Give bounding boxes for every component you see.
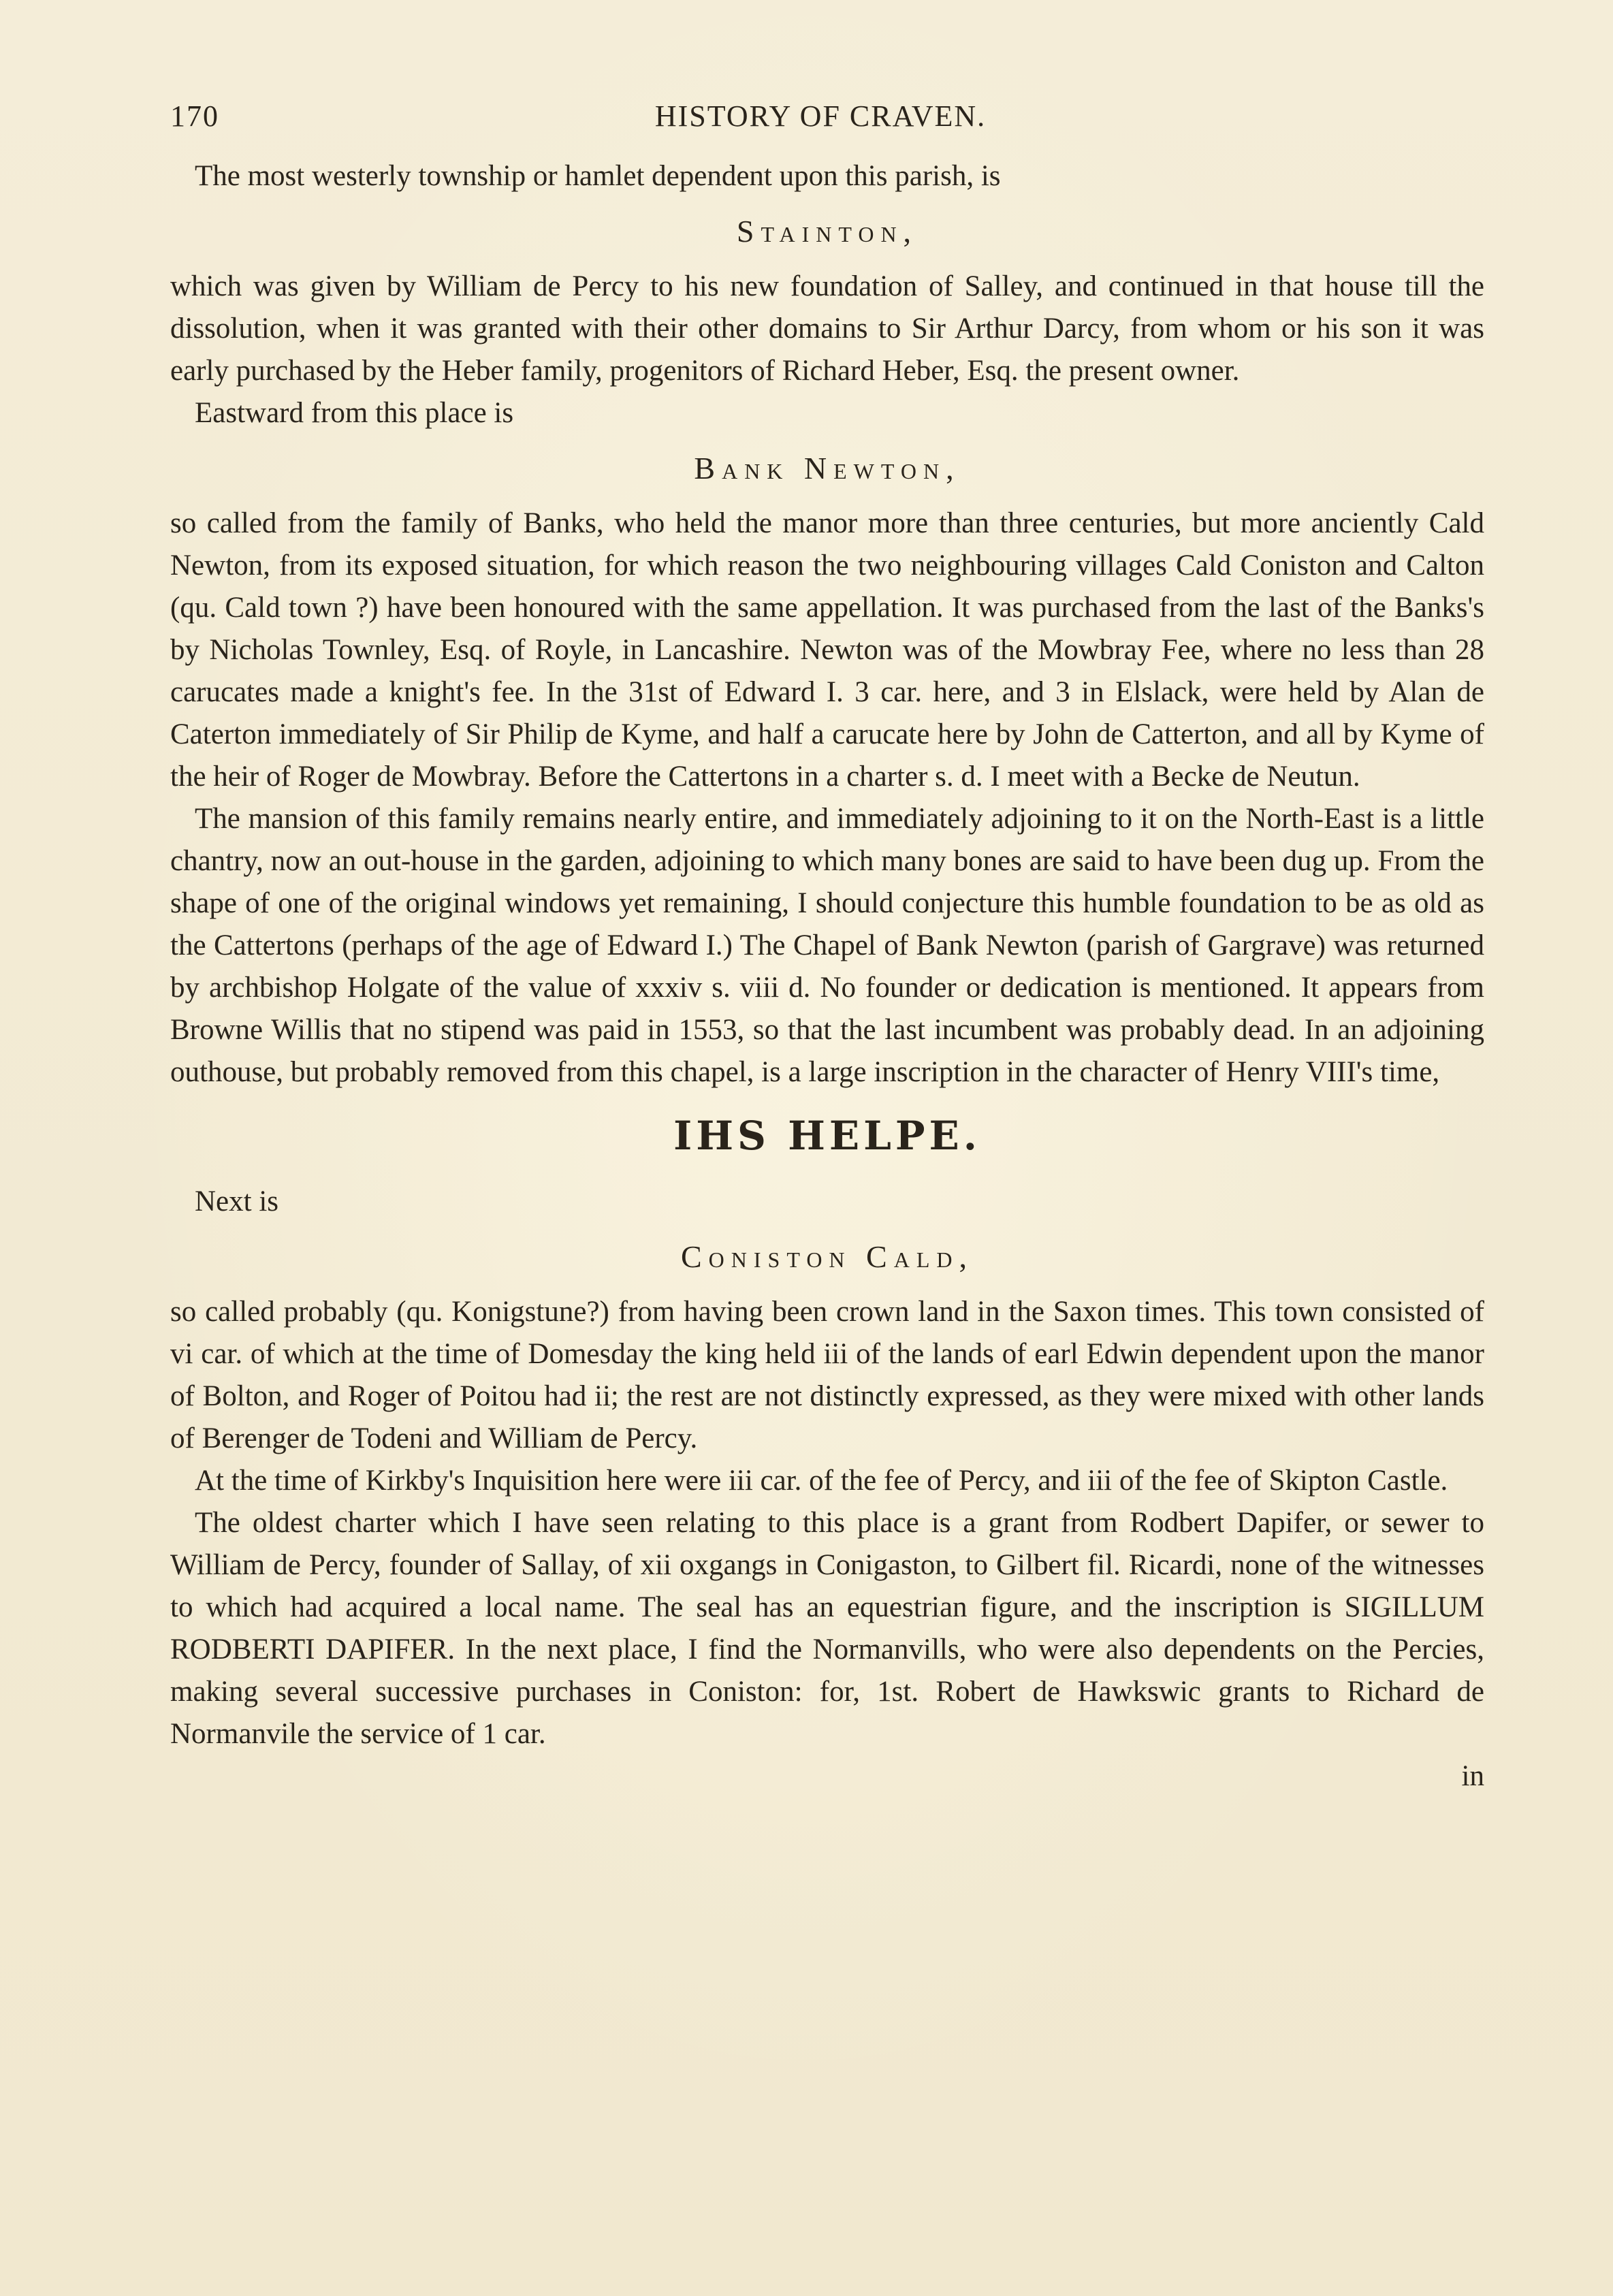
heading-text: Bank Newton, [694, 451, 961, 485]
paragraph: Eastward from this place is [195, 397, 514, 429]
section-heading-bank-newton [170, 447, 1484, 490]
inscription: IHS HELPE. [673, 1113, 981, 1159]
section-heading-stainton [170, 210, 1484, 253]
paragraph: Next is [195, 1185, 279, 1217]
running-head: HISTORY OF CRAVEN. [654, 99, 987, 133]
paragraph: so called probably (qu. Konigstune?) from having been crown land in the Saxon times. This town consisted of vi car. of which at the time of Domesday the king held iii of the lands of earl Edwin dependent upon the manor of Bolton, and Roger of Poitou had ii; the rest are not distinctly expressed, as they were mixed with other lands of Berenger de Todeni and William de Percy. [170, 1296, 1484, 1454]
page-header [170, 99, 1471, 146]
heading-text: Coniston Cald, [681, 1239, 974, 1274]
paragraph: At the time of Kirkby's Inquisition here were iii car. of the fee of Percy, and iii of the fee of Skipton Castle. [195, 1465, 1448, 1497]
body-text [170, 155, 1484, 1798]
paragraph: so called from the family of Banks, who held the manor more than three centuries, but more anciently Cald Newton, from its exposed situation, for which reason the two neighbouring villages Cald Coniston and Calton (qu. Cald town ?) have been honoured with the same appellation. It was purchased from the last of the Banks's by Nicholas Townley, Esq. of Royle, in Lancashire. Newton was of the Mowbray Fee, where no less than 28 carucates made a knight's fee. In the 31st of Edward I. 3 car. here, and 3 in Elslack, were held by Alan de Caterton immediately of Sir Philip de Kyme, and half a carucate here by John de Catterton, and all by Kyme of the heir of Roger de Mowbray. Before the Cattertons in a charter s. d. I meet with a Becke de Neutun. [170, 507, 1484, 793]
section-heading-coniston-cald [170, 1235, 1484, 1279]
paragraph: The mansion of this family remains nearly entire, and immediately adjoining to it on the North-East is a little chantry, now an out-house in the garden, adjoining to which many bones are said to have been dug up. From the shape of one of the original windows yet remaining, I should conjecture this humble foundation to be as old as the Cattertons (perhaps of the age of Edward I.) The Chapel of Bank Newton (parish of Gargrave) was returned by archbishop Holgate of the value of xxxiv s. viii d. No founder or dedication is mentioned. It appears from Browne Willis that no stipend was paid in 1553, so that the last incumbent was probably dead. In an adjoining outhouse, but probably removed from this chapel, is a large inscription in the character of Henry VIII's time, [170, 803, 1484, 1088]
heading-text: Stainton, [736, 214, 919, 249]
paragraph: The oldest charter which I have seen relating to this place is a grant from Rodbert Dapifer, or sewer to William de Percy, founder of Sallay, of xii oxgangs in Conigaston, to Gilbert fil. Ricardi, none of the witnesses to which had acquired a local name. The seal has an equestrian figure, and the inscription is SIGILLUM RODBERTI DAPIFER. In the next place, I find the Normanvills, who were also dependents on the Percies, making several successive purchases in Coniston: for, 1st. Robert de Hawkswic grants to Richard de Normanvile the service of 1 car. [170, 1507, 1484, 1750]
catchword: in [1461, 1760, 1484, 1792]
intro-paragraph: The most westerly township or hamlet dependent upon this parish, is [195, 160, 1001, 192]
page-number: 170 [170, 99, 219, 133]
paragraph: which was given by William de Percy to his new foundation of Salley, and continued in that house till the dissolution, when it was granted with their other domains to Sir Arthur Darcy, from whom or his son it was early purchased by the Heber family, progenitors of Richard Heber, Esq. the present owner. [170, 270, 1484, 387]
